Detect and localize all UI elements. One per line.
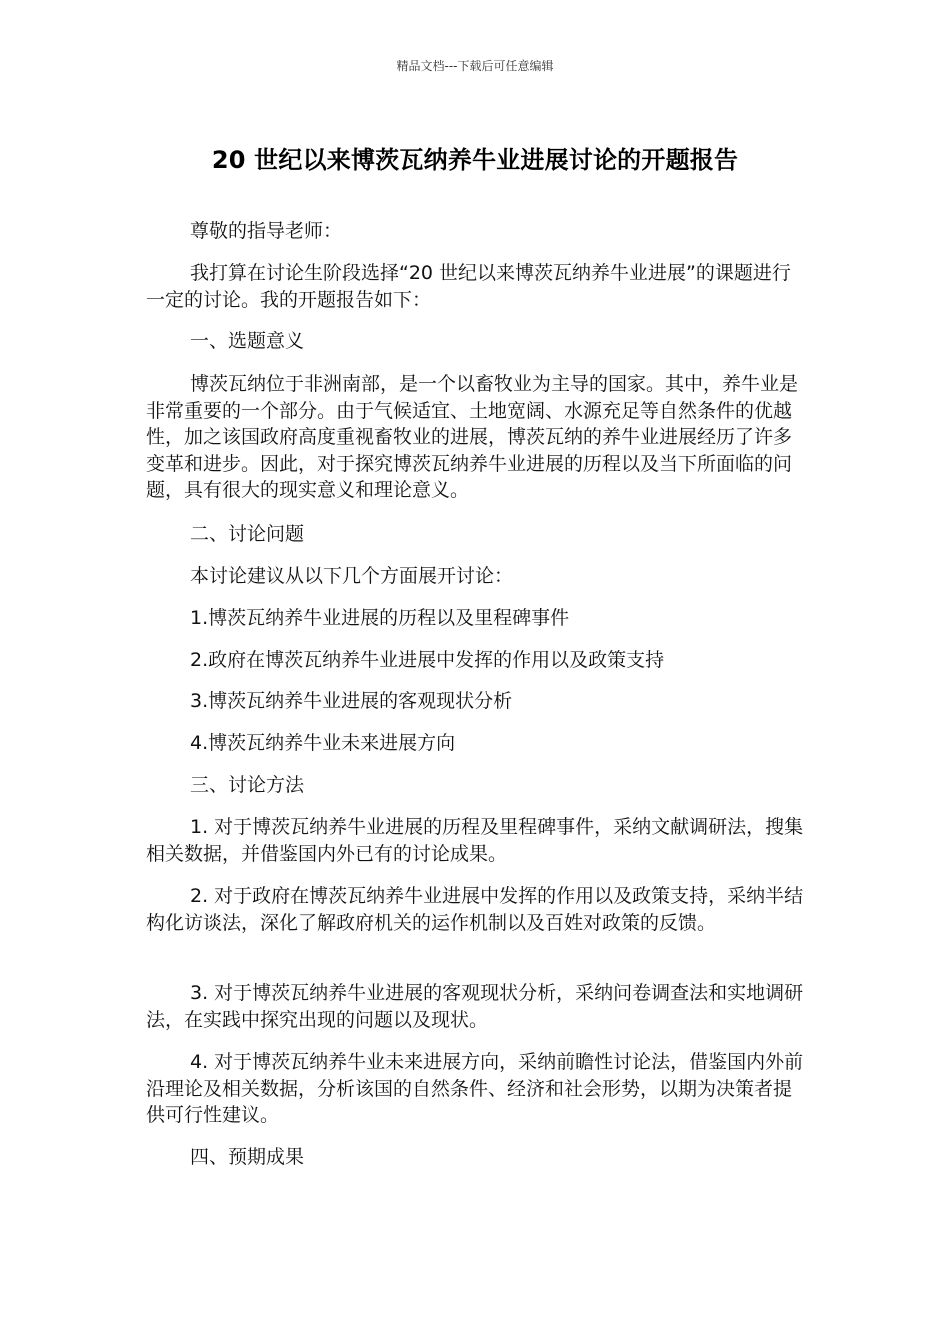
question-item: 1.博茨瓦纳养牛业进展的历程以及里程碑事件 — [190, 607, 570, 629]
document-title: 20 世纪以来博茨瓦纳养牛业进展讨论的开题报告 — [211, 146, 739, 174]
question-item: 3.博茨瓦纳养牛业进展的客观现状分析 — [190, 690, 513, 712]
method-item: 2. 对于政府在博茨瓦纳养牛业进展中发挥的作用以及政策支持，采纳半结构化访谈法，深化了解政府机关的运作机制以及百姓对政策的反馈。 — [146, 885, 804, 934]
section-heading-questions: 二、讨论问题 — [190, 523, 305, 545]
page-header-note: 精品文档---下载后可任意编辑 — [396, 59, 554, 73]
significance-paragraph: 博茨瓦纳位于非洲南部，是一个以畜牧业为主导的国家。其中，养牛业是非常重要的一个部分。由于气候适宜、土地宽阔、水源充足等自然条件的优越性，加之该国政府高度重视畜牧业的进展，博茨瓦纳的养牛业进展经历了许多变革和进步。因此，对于探究博茨瓦纳养牛业进展的历程以及当下所面临的问题，具有很大的现实意义和理论意义。 — [146, 373, 799, 501]
method-item: 4. 对于博茨瓦纳养牛业未来进展方向，采纳前瞻性讨论法，借鉴国内外前沿理论及相关数据，分析该国的自然条件、经济和社会形势，以期为决策者提供可行性建议。 — [146, 1051, 804, 1126]
section-heading-methods: 三、讨论方法 — [190, 774, 305, 796]
section-heading-significance: 一、选题意义 — [190, 330, 305, 352]
question-item: 2.政府在博茨瓦纳养牛业进展中发挥的作用以及政策支持 — [190, 649, 665, 671]
method-item: 3. 对于博茨瓦纳养牛业进展的客观现状分析，采纳问卷调查法和实地调研法，在实践中探究出现的问题以及现状。 — [146, 982, 804, 1031]
intro-paragraph: 我打算在讨论生阶段选择“20 世纪以来博茨瓦纳养牛业进展”的课题进行一定的讨论。我的开题报告如下： — [146, 262, 791, 311]
section-heading-expected-results: 四、预期成果 — [190, 1146, 305, 1168]
greeting-line: 尊敬的指导老师： — [190, 220, 343, 242]
question-item: 4.博茨瓦纳养牛业未来进展方向 — [190, 732, 456, 754]
method-item: 1. 对于博茨瓦纳养牛业进展的历程及里程碑事件，采纳文献调研法，搜集相关数据，并借鉴国内外已有的讨论成果。 — [146, 816, 804, 865]
questions-lead: 本讨论建议从以下几个方面展开讨论： — [190, 565, 514, 587]
